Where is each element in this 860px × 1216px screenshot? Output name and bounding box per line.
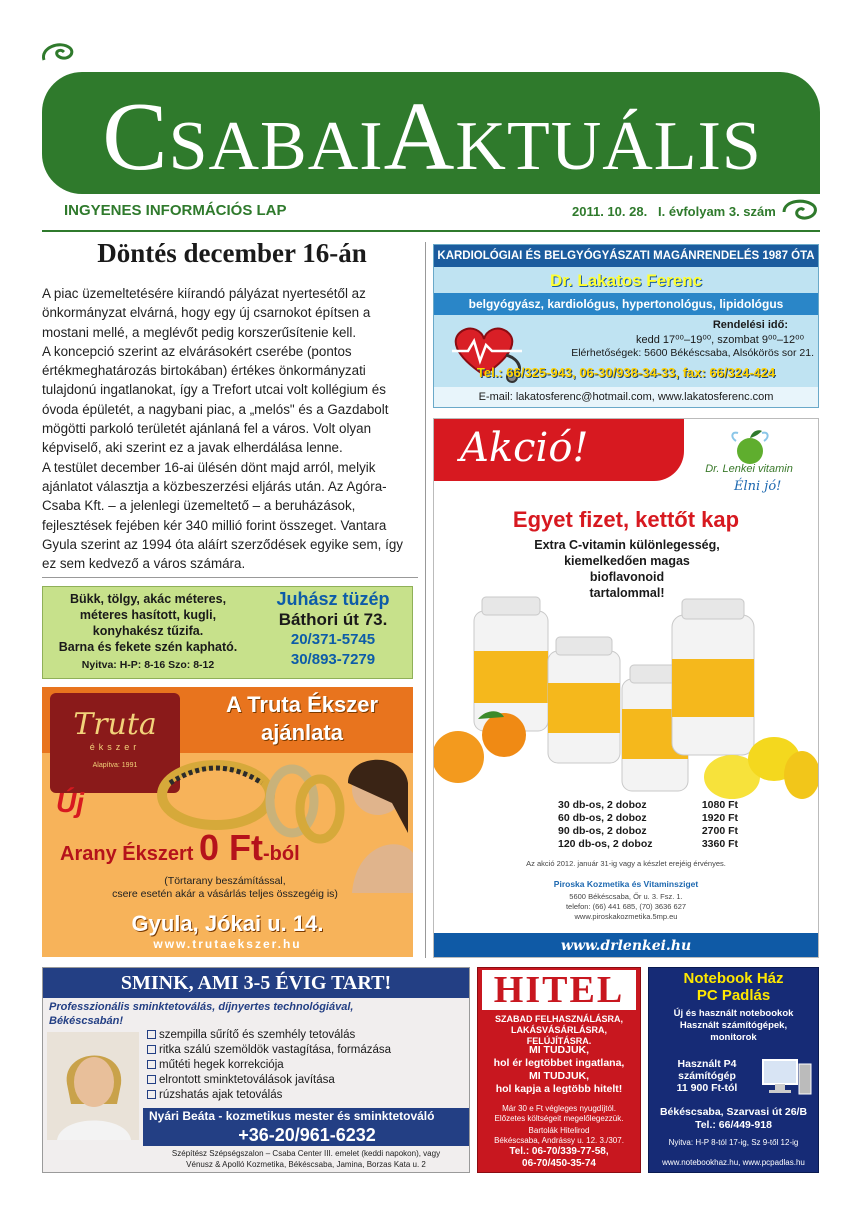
ad-vitamin [433, 418, 819, 958]
checkbox-icon [147, 1075, 156, 1084]
list-item: szempilla sűrítő és szemhély tetoválás [147, 1028, 467, 1043]
loan-claims: MI TUDJUK, hol ér legtöbbet ingatlana, MI TUDJUK, hol kapja a legtöbb hitelt! [493, 1044, 625, 1095]
checkbox-icon [147, 1060, 156, 1069]
office-hours: kedd 17⁰⁰–19⁰⁰, szombat 9⁰⁰–12⁰⁰ [636, 334, 804, 346]
vitamin-headline: Egyet fizet, kettőt kap [512, 507, 740, 532]
doctor-specialties: belgyógyász, kardiológus, hypertonológus, lipidológus [434, 293, 818, 315]
vitamin-brand: Dr. Lenkei vitamin [705, 463, 793, 475]
office-phones: Tel.: 66/325-943, 06-30/938-34-33, fax: 66/324-424 [476, 365, 776, 380]
notebook-shop-address: Békéscsaba, Szarvasi út 26/B Tel.: 66/449-918 [659, 1106, 808, 1131]
portrait-photo-icon [47, 1032, 139, 1140]
jewelry-offer: Arany Ékszert 0 Ft-ból [60, 827, 300, 868]
office-hours-label: Rendelési idő: [712, 319, 788, 331]
ad-cardiology-header: KARDIOLÓGIAI ÉS BELGYÓGYÁSZATI MAGÁNRENDELÉS 1987 ÓTA [434, 245, 818, 267]
vitamin-description: Extra C-vitamin különlegesség, kiemelkedően magas bioflavonoid tartalommal! [534, 538, 720, 600]
loan-phones: Tel.: 06-70/339-77-58, 06-70/450-35-74 [509, 1146, 609, 1169]
list-item: rúzshatás ajak tetoválás [147, 1088, 467, 1103]
makeup-service-list [147, 1028, 467, 1103]
jewelry-website: www.trutaekszer.hu [153, 937, 302, 951]
article-body [42, 284, 418, 573]
vitamin-slogan: Élni jó! [734, 479, 782, 494]
price-list [558, 799, 738, 851]
promo-validity-note: Az akció 2012. január 31-ig vagy a készlet erejéig érvényes. [526, 859, 726, 868]
makeup-salon-info: Szépítész Szépségszalon – Csaba Center III. emelet (keddi napokon), vagy Vénusz & Apolló Kozmetika, Békéscsaba, Jamina, Borzas Kata u. 2 [171, 1149, 441, 1169]
loan-subtitle: SZABAD FELHASZNÁLÁSRA, LAKÁSVÁSÁRLÁSRA, FELÚJÍTÁSRA. [495, 1014, 623, 1046]
computer-icon [757, 1056, 815, 1100]
notebook-shop-website: www.notebookhaz.hu, www.pcpadlas.hu [662, 1158, 805, 1167]
truta-logo: Truta ékszer Alapítva: 1991 [50, 693, 180, 793]
article-paragraph: A koncepció szerint az elvárásokért cserébe (pontos értékmeghatározás birtokában) értékes önkormányzati tulajdonú ingatlanokat, így a Trefort utcai volt kollégium és óvoda épületét, a nagybani piac, a „melós" és a Gazdabolt mögötti parkoló területét ajánlaná fel a város. Volt olyan képviselő, aki szerint ez a javak elherdálása lenne. [42, 343, 389, 456]
jewelry-title: A Truta Ékszer ajánlata [225, 692, 379, 745]
swirl-ornament-icon [38, 38, 78, 68]
ad-cardiology [433, 244, 819, 408]
article-paragraph: A testület december 16-ai ülésén dönt majd arról, melyik ajánlatot választja a közbeszerzési eljárás után. Az Agóra-Csaba Kft. – a jelenlegi üzemeltető – a beruházások, fejlesztések fejében kér 340 millió forint összeget. Vantara Gyula szerint az 1994 óta aláírt szerződések egyike sem, így ez sem kedvező a város számára. [42, 459, 403, 572]
list-item: ritka szálú szemöldök vastagítása, formázása [147, 1043, 467, 1058]
ad-firewood [42, 586, 413, 679]
notebook-shop-hours: Nyitva: H-P 8-tól 17-ig, Sz 9-től 12-ig [668, 1138, 799, 1147]
swirl-ornament-icon [780, 196, 820, 226]
notebook-offer: Használt P4 számítógép 11 900 Ft-tól [676, 1058, 738, 1094]
makeup-title: SMINK, AMI 3-5 ÉVIG TART! [43, 968, 469, 998]
vitamin-bottles-illustration [434, 559, 819, 804]
price-row: 90 db-os, 2 doboz 2700 Ft [558, 825, 738, 837]
ad-makeup-tattoo [42, 967, 470, 1173]
newspaper-title: CSABAIAKTUÁLIS [102, 83, 762, 191]
notebook-shop-description: Új és használt notebookok Használt számítógépek, monitorok [673, 1008, 794, 1043]
price-row: 60 db-os, 2 doboz 1920 Ft [558, 812, 738, 824]
column-divider [42, 577, 418, 578]
makeup-phone: +36-20/961-6232 [143, 1124, 470, 1146]
makeup-subtitle: Professzionális sminktetoválás, díjnyertes technológiával, Békéscsabán! [49, 1001, 354, 1027]
checkbox-icon [147, 1030, 156, 1039]
jewelry-offer-note: (Törtarany beszámítással, csere esetén akár a vásárlás teljes összegéig is) [112, 875, 338, 900]
price-row: 30 db-os, 2 doboz 1080 Ft [558, 799, 738, 811]
price-row: 120 db-os, 2 doboz 3360 Ft [558, 838, 738, 850]
loan-office: Bartolák Hitelirod Békéscsaba, Andrássy u. 12. 3./307. [494, 1126, 624, 1145]
list-item: műtéti hegek korrekciója [147, 1058, 467, 1073]
firewood-hours: Nyitva: H-P: 8-16 Szo: 8-12 [81, 659, 215, 671]
checkbox-icon [147, 1045, 156, 1054]
vitamin-bottle-icon [548, 637, 620, 763]
shop-contact: 5600 Békéscsaba, Őr u. 3. Fsz. 1. telefon: (66) 441 685, (70) 3636 627 www.piroskakozmetika.5mp.eu [565, 892, 687, 921]
vitamin-bottle-icon [474, 597, 548, 731]
ring-icon [162, 765, 270, 825]
office-email: E-mail: lakatosferenc@hotmail.com, www.lakatosferenc.com [434, 387, 818, 408]
firewood-description: Bükk, tölgy, akác méteres, méteres hasított, kugli, konyhakész tűzifa. Barna és fekete szén kapható. [58, 592, 238, 654]
apple-logo-icon [730, 427, 770, 467]
shop-name: Piroska Kozmetika és Vitaminsziget [553, 879, 699, 889]
loan-conditions: Már 30 e Ft végleges nyugdíjtól. Előzetes költségeit megelőlegezzük. [494, 1104, 624, 1123]
vitamin-bottle-icon [672, 599, 754, 755]
column-divider [425, 242, 426, 958]
ad-jewelry [42, 687, 413, 957]
ad-notebook-shop [648, 967, 819, 1173]
ad-loan [477, 967, 641, 1173]
notebook-shop-title: Notebook Ház PC Padlás [683, 970, 784, 1004]
rings-illustration [142, 743, 413, 893]
article-paragraph: A piac üzemeltetésére kiírandó pályázat nyertesétől az önkormányzat elvárná, hogy egy új csarnokot építsen a mostani mellé, a meglévőt pedig korszerűsítenie kell. [42, 286, 371, 340]
masthead-rule [42, 230, 820, 232]
firewood-contact: Juhász tüzép Báthori út 73. 20/371-5745 30/893-7279 [276, 589, 390, 668]
jewelry-address: Gyula, Jókai u. 14. [131, 911, 324, 936]
article-headline: Döntés december 16-án [97, 238, 367, 268]
doctor-name: Dr. Lakatos Ferenc [549, 271, 703, 290]
promo-banner: Akció! [434, 419, 684, 481]
newspaper-subtitle: INGYENES INFORMÁCIÓS LAP [64, 202, 287, 219]
list-item: elrontott sminktetoválások javítása [147, 1073, 467, 1088]
vitamin-website: www.drlenkei.hu [434, 933, 818, 958]
new-badge: Új [56, 787, 84, 818]
checkbox-icon [147, 1090, 156, 1099]
issue-date: 2011. 10. 28. I. évfolyam 3. szám [572, 204, 776, 219]
loan-title: HITEL [482, 970, 636, 1010]
office-address: Elérhetőségek: 5600 Békéscsaba, Alsókörös sor 21. [571, 347, 814, 359]
makeup-artist-name: Nyári Beáta - kozmetikus mester és sminktetováló [143, 1108, 470, 1124]
